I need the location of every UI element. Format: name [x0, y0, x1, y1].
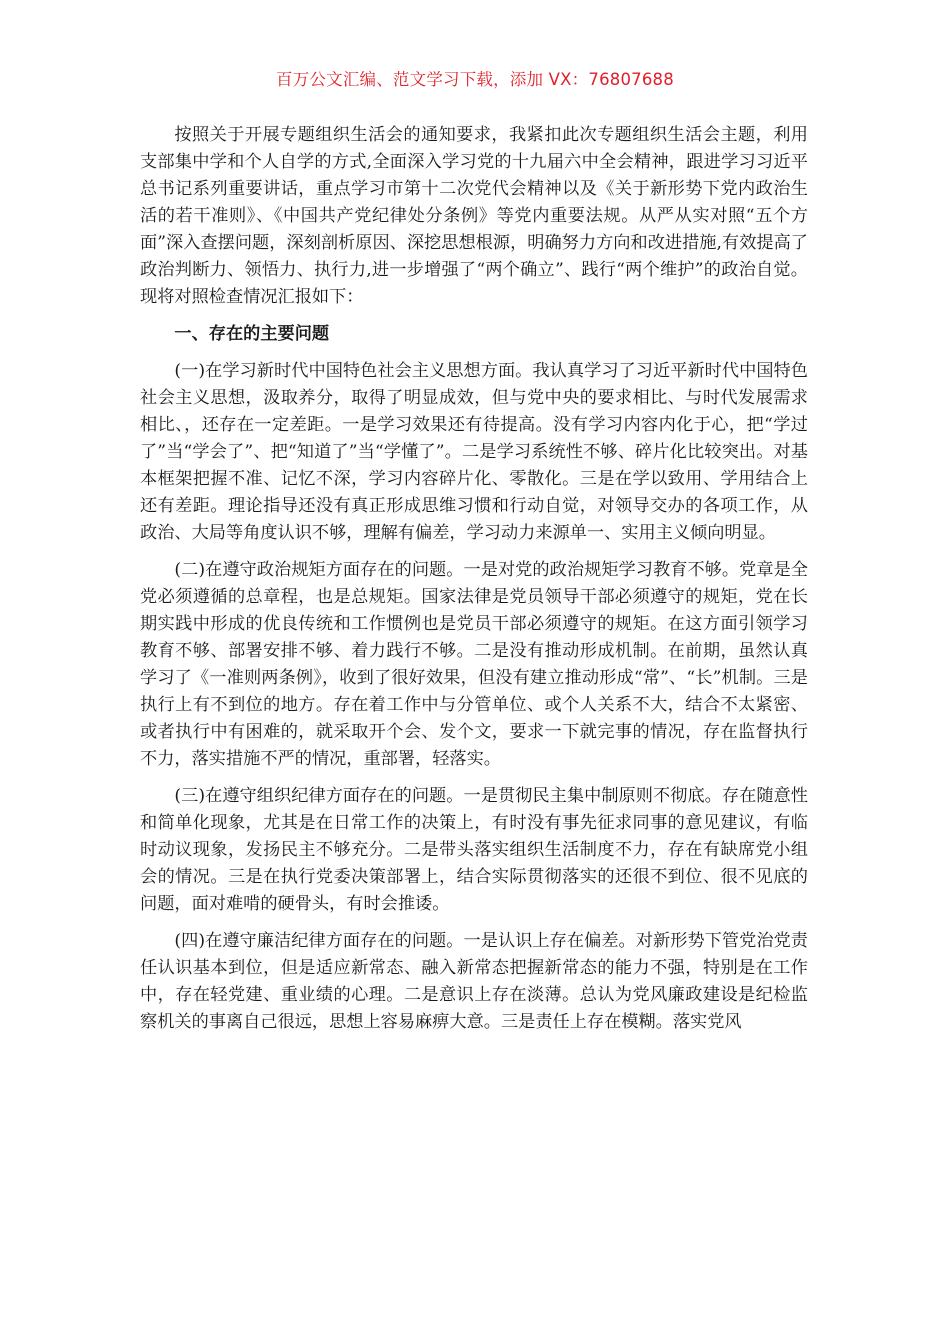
section-heading: 一、存在的主要问题 — [174, 324, 330, 344]
paragraph-4: (四)在遵守廉洁纪律方面存在的问题。一是认识上存在偏差。对新形势下管党治党责任认识基本到位，但是适应新常态、融入新常态把握新常态的能力不强，特别是在工作中，存在轻党建、重业绩的心理。二是意识上存在淡薄。总认为党风廉政建设是纪检监察机关的事离自己很远，思想上容易麻痹大意。三是责任上存在模糊。落实党风 — [140, 931, 808, 1032]
document-body — [140, 122, 808, 1036]
header-banner: 百万公文汇编、范文学习下载，添加 VX：76807688 — [276, 70, 674, 89]
paragraph-1: (一)在学习新时代中国特色社会主义思想方面。我认真学习了习近平新时代中国特色社会主义思想，汲取养分，取得了明显成效，但与党中央的要求相比、与时代发展需求相比、，还存在一定差距。一是学习效果还有待提高。没有学习内容内化于心，把“学过了”当“学会了”、把“知道了”当“学懂了”。二是学习系统性不够、碎片化比较突出。对基本框架把握不准、记忆不深，学习内容碎片化、零散化。三是在学以致用、学用结合上还有差距。理论指导还没有真正形成思维习惯和行动自觉，对领导交办的各项工作，从政治、大局等角度认识不够，理解有偏差，学习动力来源单一、实用主义倾向明显。 — [140, 361, 808, 543]
paragraph-3: (三)在遵守组织纪律方面存在的问题。一是贯彻民主集中制原则不彻底。存在随意性和简单化现象，尤其是在日常工作的决策上，有时没有事先征求同事的意见建议，有临时动议现象，发扬民主不够充分。二是带头落实组织生活制度不力，存在有缺席党小组会的情况。三是在执行党委决策部署上，结合实际贯彻落实的还很不到位、很不见底的问题，面对难啃的硬骨头，有时会推诿。 — [140, 786, 808, 914]
paragraph-2: (二)在遵守政治规矩方面存在的问题。一是对党的政治规矩学习教育不够。党章是全党必须遵循的总章程，也是总规矩。国家法律是党员领导干部必须遵守的规矩，党在长期实践中形成的优良传统和工作惯例也是党员干部必须遵守的规矩。在这方面引领学习教育不够、部署安排不够、着力践行不够。二是没有推动形成机制。在前期，虽然认真学习了《一准则两条例》，收到了很好效果，但没有建立推动形成“常”、“长”机制。三是执行上有不到位的地方。存在着工作中与分管单位、或个人关系不大，结合不太紧密、或者执行中有困难的，就采取开个会、发个文，要求一下就完事的情况，存在监督执行不力，落实措施不严的情况，重部署，轻落实。 — [140, 560, 808, 769]
intro-paragraph: 按照关于开展专题组织生活会的通知要求，我紧扣此次专题组织生活会主题，利用支部集中学和个人自学的方式,全面深入学习党的十九届六中全会精神，跟进学习习近平总书记系列重要讲话，重点学习市第十二次党代会精神以及《关于新形势下党内政治生活的若干准则》、《中国共产党纪律处分条例》等党内重要法规。从严从实对照“五个方面”深入查摆问题，深刻剖析原因、深挖思想根源，明确努力方向和改进措施,有效提高了政治判断力、领悟力、执行力,进一步增强了“两个确立”、践行“两个维护”的政治自觉。现将对照检查情况汇报如下： — [140, 125, 808, 307]
